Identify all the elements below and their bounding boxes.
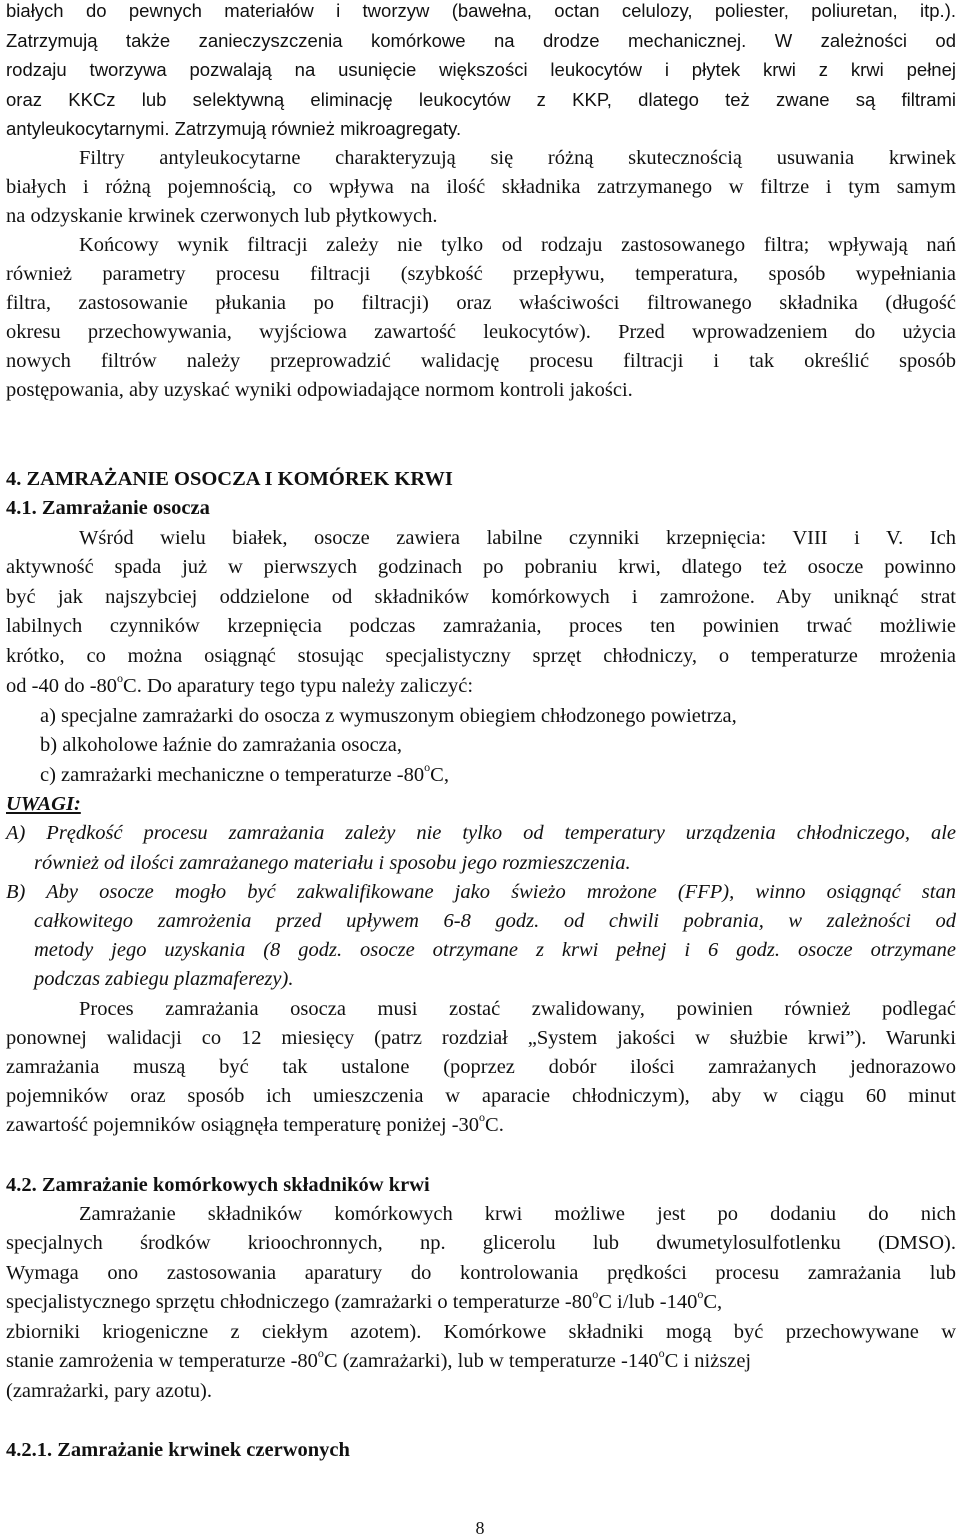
text-line: zamrażania muszą być tak ustalone (poprzez dobór ilości zamrażanych jednorazowo xyxy=(6,1056,956,1078)
page-number: 8 xyxy=(475,1518,485,1538)
text-line: specjalnych środków krioochronnych, np. glicerolu lub dwumetylosulfotlenku (DMSO). xyxy=(6,1232,956,1254)
text-line: aktywność spada już w pierwszych godzinach po pobraniu krwi, dlatego też osocze powinno xyxy=(6,556,956,578)
list-item: b) alkoholowe łaźnie do zamrażania osocza, xyxy=(40,734,402,756)
list-item: a) specjalne zamrażarki do osocza z wymuszonym obiegiem chłodzonego powietrza, xyxy=(40,705,737,727)
text-line: Zamrażanie składników komórkowych krwi możliwe jest po dodaniu do nich xyxy=(79,1203,956,1225)
text-line: Zatrzymują także zanieczyszczenia komórkowe na drodze mechanicznej. W zależności od xyxy=(6,30,956,51)
note-line: całkowitego zamrożenia przed upływem 6-8 godz. od chwili pobrania, w zależności od xyxy=(34,910,956,932)
text-line: labilnych czynników krzepnięcia podczas zamrażania, proces ten powinien trwać możliwie xyxy=(6,615,956,637)
text-line: nowych filtrów należy przeprowadzić walidację procesu filtracji i tak określić sposób xyxy=(6,350,956,372)
text-line: być jak najszybciej oddzielone od składników komórkowych i zamrożone. Aby uniknąć strat xyxy=(6,586,956,608)
text-line: zawartość pojemników osiągnęła temperaturę poniżej -30$^o$C. xyxy=(6,1110,504,1136)
section-heading: 4. ZAMRAŻANIE OSOCZA I KOMÓREK KRWI xyxy=(6,468,453,490)
text-line: stanie zamrożenia w temperaturze -80$^o$C (zamrażarki), lub w temperaturze -140$^o$C i niższej xyxy=(6,1346,752,1372)
text-line: oraz KKCz lub selektywną eliminację leukocytów z KKP, dlatego też zwane są filtrami xyxy=(6,89,956,110)
text-line: antyleukocytarnymi. Zatrzymują również mikroagregaty. xyxy=(6,118,462,139)
notes-heading: UWAGI: xyxy=(6,793,81,815)
text-line: (zamrażarki, pary azotu). xyxy=(6,1380,213,1402)
list-item: c) zamrażarki mechaniczne o temperaturze -80$^o$C, xyxy=(40,760,449,786)
note-line: podczas zabiegu plazmaferezy). xyxy=(34,968,294,990)
text-line: zbiorniki kriogeniczne z ciekłym azotem). Komórkowe składniki mogą być przechowywane w xyxy=(6,1321,956,1343)
text-line: Filtry antyleukocytarne charakteryzują się różną skutecznością usuwania krwinek xyxy=(79,147,956,169)
text-line: krótko, co można osiągnąć stosując specjalistyczny sprzęt chłodniczy, o temperaturze mrożenia xyxy=(6,645,956,667)
note-line: A) Prędkość procesu zamrażania zależy nie tylko od temperatury urządzenia chłodniczego, ale xyxy=(6,822,956,844)
note-line: również od ilości zamrażanego materiału i sposobu jego rozmieszczenia. xyxy=(34,852,631,874)
text-line: na odzyskanie krwinek czerwonych lub płytkowych. xyxy=(6,205,438,227)
text-line: ponownej walidacji co 12 miesięcy (patrz rozdział „System jakości w służbie krwi”). Warunki xyxy=(6,1027,956,1049)
text-line: pojemników oraz sposób ich umieszczenia w aparacie chłodniczym), aby w ciągu 60 minut xyxy=(6,1085,956,1107)
text-line: białych do pewnych materiałów i tworzyw (bawełna, octan celulozy, poliester, poliuretan, itp.). xyxy=(6,0,956,21)
note-line: metody jego uzyskania (8 godz. osocze otrzymane z krwi pełnej i 6 godz. osocze otrzymane xyxy=(34,939,956,961)
text-line: również parametry procesu filtracji (szybkość przepływu, temperatura, sposób wypełniania xyxy=(6,263,956,285)
text-line: specjalistycznego sprzętu chłodniczego (zamrażarki o temperaturze -80$^o$C i/lub -140$^o$C, xyxy=(6,1287,723,1313)
subsection-heading: 4.1. Zamrażanie osocza xyxy=(6,497,210,519)
text-line: okresu przechowywania, wyjściowa zawartość leukocytów). Przed wprowadzeniem do użycia xyxy=(6,321,956,343)
text-line: filtra, zastosowanie płukania po filtracji) oraz właściwości filtrowanego składnika (długość xyxy=(6,292,956,314)
text-line: postępowania, aby uzyskać wyniki odpowiadające normom kontroli jakości. xyxy=(6,379,633,401)
subsection-heading: 4.2.1. Zamrażanie krwinek czerwonych xyxy=(6,1439,350,1461)
text-line: Końcowy wynik filtracji zależy nie tylko od rodzaju zastosowanego filtra; wpływają nań xyxy=(79,234,956,256)
text-line: białych i różną pojemnością, co wpływa na ilość składnika zatrzymanego w filtrze i tym samym xyxy=(6,176,956,198)
text-line: od -40 do -80$^o$C. Do aparatury tego typu należy zaliczyć: xyxy=(6,671,474,697)
note-line: B) Aby osocze mogło być zakwalifikowane jako świeżo mrożone (FFP), winno osiągnąć stan xyxy=(6,881,956,903)
subsection-heading: 4.2. Zamrażanie komórkowych składników krwi xyxy=(6,1174,430,1196)
text-line: Proces zamrażania osocza musi zostać zwalidowany, powinien również podlegać xyxy=(79,998,956,1020)
text-line: Wymaga ono zastosowania aparatury do kontrolowania prędkości procesu zamrażania lub xyxy=(6,1262,956,1284)
text-line: Wśród wielu białek, osocze zawiera labilne czynniki krzepnięcia: VIII i V. Ich xyxy=(79,527,956,549)
text-line: rodzaju tworzywa pozwalają na usunięcie większości leukocytów i płytek krwi z krwi pełnej xyxy=(6,59,956,80)
